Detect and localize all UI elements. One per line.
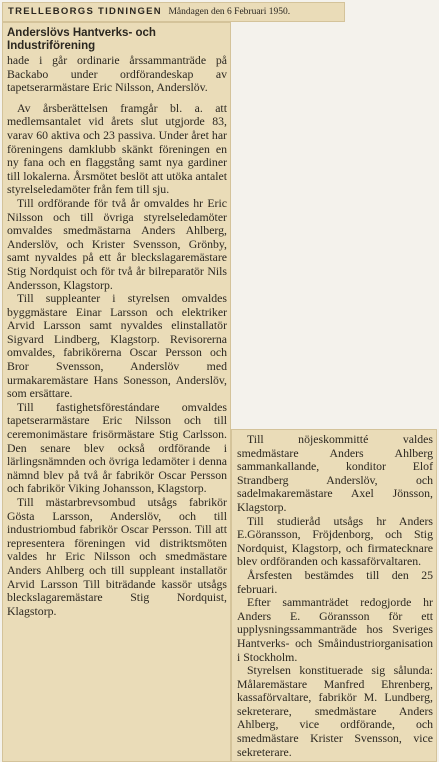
article-column-left (7, 27, 227, 618)
article-paragraph: Till suppleanter i styrelsen omvaldes byggmästare Einar Larsson och elektriker Arvid Larsson samt nyvaldes elinstallatör Sigvard Lindberg, Klagstorp. Revisorerna omvaldes, fabrikörerna Oscar Persson och Bror Svensson, Anderslöv med urmakaremästare Hans Sonesson, Anderslöv, som ersättare. (7, 291, 227, 401)
article-paragraph: hade i går ordinarie årssammanträde på Backabo under ordförandeskap av tapetserarmästare Eric Nilsson, Anderslöv. (7, 53, 227, 95)
masthead (8, 6, 343, 18)
newspaper-name: TRELLEBORGS TIDNINGEN (8, 6, 162, 17)
article-paragraph: Till studieråd utsågs hr Anders E.Göransson, Fröjdenborg, och Stig Nordquist, Klagstorp, och firmatecknare blev ordföranden och kassaförvaltaren. (237, 513, 433, 569)
article-headline: Anderslövs Hantverks- och Industriförening (7, 27, 156, 52)
article-paragraph: Årsfesten bestämdes till den 25 februari. (237, 567, 433, 596)
article-paragraph: Till mästarbrevsombud utsågs fabrikör Gösta Larsson, Anderslöv, och till industriombud fabrikör Oscar Persson. Till att representera föreningen vid distriktsmöten valdes hr Eric Nilsson och smedmästare Anders Ahlberg och till suppleant installatör Arvid Larsson Till biträdande kassör utsågs bleckslagaremästare Stig Nordquist, Klagstorp. (7, 495, 227, 618)
article-paragraph: Styrelsen konstituerade sig sålunda: Målaremästare Manfred Ehrenberg, kassaförvaltare, fabrikör M. Lundberg, sekreterare, smedmästare Anders Ahlberg, vice ordförande, och smedmästare Krister Svensson, vice sekreterare. (237, 663, 433, 759)
article-column-right (237, 433, 433, 759)
article-paragraph: Efter sammanträdet redogjorde hr Anders E. Göransson för ett upplysningssammanträde hos Sveriges Hantverks- och Småindustriorganisation i Stockholm. (237, 595, 433, 664)
article-paragraph: Till ordförande för två år omvaldes hr Eric Nilsson och till övriga styrelseledamöter omvaldes smedmästarna Anders Ahlberg, Anderslöv, och Krister Svensson, Grönby, samt nyvaldes på ett år bleckslagaremästare Stig Nordquist och för två år bilreparatör Nils Andersson, Klagstorp. (7, 195, 227, 292)
issue-date: Måndagen den 6 Februari 1950. (168, 7, 291, 17)
article-paragraph: Till fastighetsförestándare omvaldes tapetserarmästare Eric Nilsson och till ceremonimästare frisörmästare Stig Carlsson. Den senare blev också ordförande i lärlingsnämnden och övriga ledamöter i denna nämnd blev på två år fabrikör Oscar Persson och fabrikör Viking Johansson, Klagstorp. (7, 399, 227, 496)
article-paragraph: Av årsberättelsen framgår bl. a. att medlemsantalet vid årets slut utgjorde 83, varav 60 aktiva och 23 passiva. Under året har föreningens damklubb skänkt föreningen en ny fana och en flaggstång samt nya gardiner till lokalerna. Årsmötet beslöt att utöka antalet styrelseledamöter från fem till sju. (7, 100, 227, 197)
article-paragraph: Till nöjeskommitté valdes smedmästare Anders Ahlberg sammankallande, konditor Elof Strandberg Anderslöv, och sadelmakaremästare Axel Jönsson, Klagstorp. (237, 432, 433, 514)
